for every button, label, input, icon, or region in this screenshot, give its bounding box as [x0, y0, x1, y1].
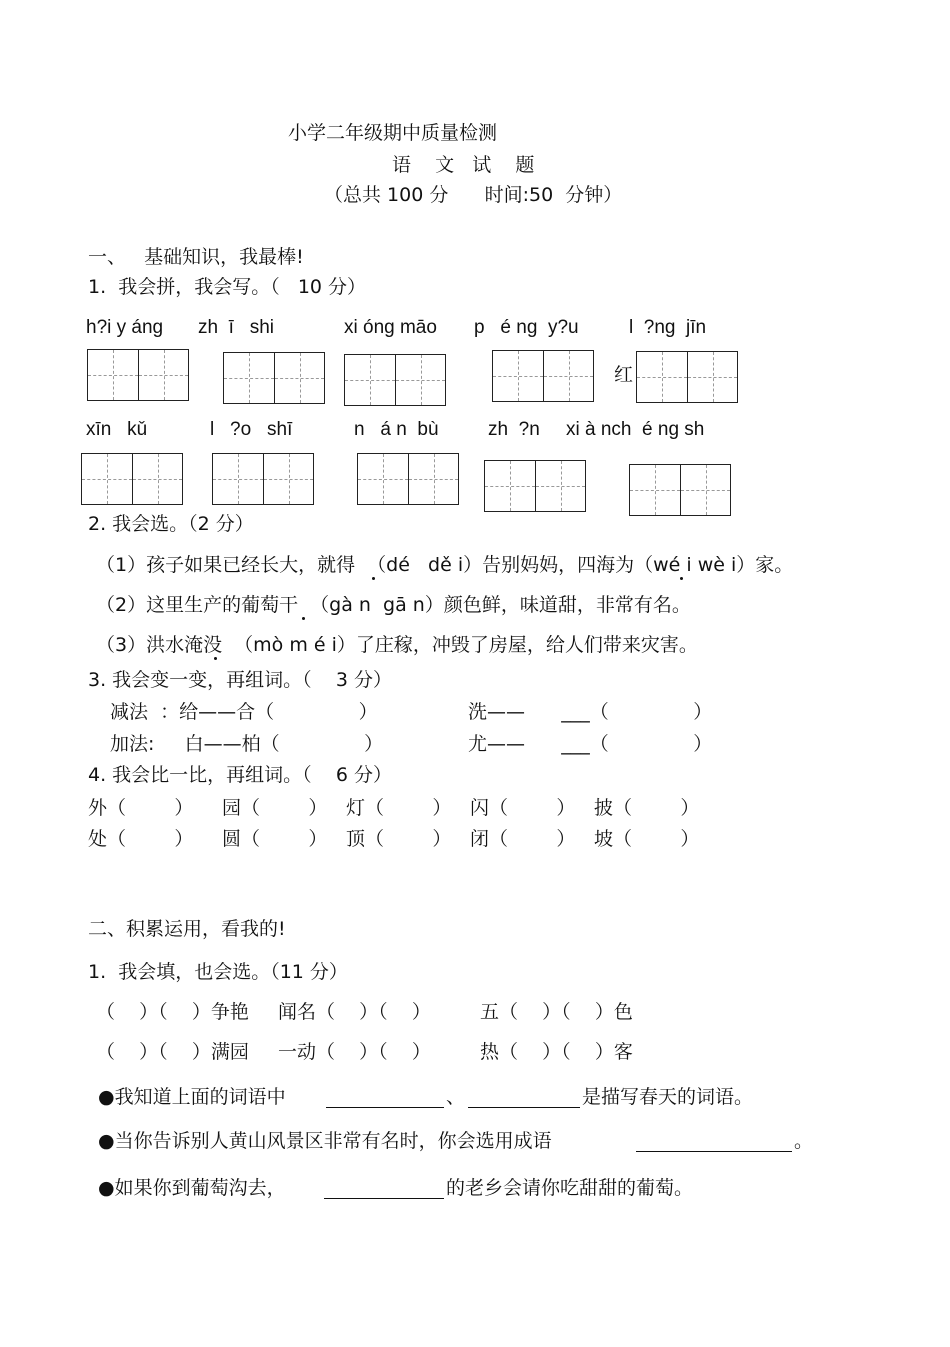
answer-blank[interactable]: [326, 1107, 444, 1108]
q4-cell: 披（ ）: [594, 797, 700, 819]
pinyin-7: l ?o shī: [210, 419, 293, 440]
bullet-2-text: ●当你告诉别人黄山风景区非常有名时，你会选用成语: [98, 1130, 552, 1152]
bullet-1-text: ●我知道上面的词语中: [98, 1086, 286, 1108]
pinyin-8: n á n bù: [354, 419, 439, 440]
q4-cell: 灯（ ）: [346, 797, 452, 819]
answer-blank[interactable]: [324, 1198, 444, 1199]
writing-grid[interactable]: [87, 349, 189, 401]
q4-cell: 闪（ ）: [470, 797, 576, 819]
q4-cell: 处（ ）: [88, 828, 194, 850]
idiom-fill: 闻名（ ）（ ）: [278, 1001, 431, 1023]
bullet-2-tail: 。: [794, 1130, 814, 1152]
idiom-fill: 五（ ）（ ）色: [480, 1001, 633, 1023]
q3-row-1-right: 洗—— ___（ ）: [468, 701, 713, 723]
q3-row-2-right: 尤—— ___（ ）: [468, 733, 713, 755]
bullet-1-tail: 是描写春天的词语。: [582, 1086, 754, 1108]
q4-label: 4. 我会比一比，再组词。（ 6 分）: [88, 764, 392, 786]
pinyin-3: xi óng māo: [344, 317, 437, 338]
q4-cell: 外（ ）: [88, 797, 194, 819]
bullet-3-text: ●如果你到葡萄沟去，: [98, 1177, 286, 1199]
pinyin-5: l ?ng jīn: [629, 317, 707, 338]
section1-heading: 一、 基础知识，我最棒!: [88, 246, 304, 268]
pinyin-1: h?i y áng: [86, 317, 164, 338]
answer-blank[interactable]: [636, 1151, 792, 1152]
bullet-1-separator: 、: [446, 1086, 466, 1108]
idiom-fill: 一动（ ）（ ）: [278, 1041, 431, 1063]
q4-cell: 园（ ）: [222, 797, 328, 819]
exam-subject: 语 文 试 题: [392, 154, 535, 176]
q3-label: 3. 我会变一变，再组词。（ 3 分）: [88, 669, 392, 691]
q2-label: 2. 我会选。（2 分）: [88, 513, 254, 535]
pinyin-2: zh ī shi: [198, 317, 275, 338]
q2-item-3: （3）洪水淹没 （mò m é i）了庄稼，冲毁了房屋，给人们带来灾害。: [96, 634, 698, 656]
q4-cell: 圆（ ）: [222, 828, 328, 850]
idiom-fill: （ ）（ ）争艳: [96, 1001, 249, 1023]
emphasis-dot: [680, 577, 683, 580]
emphasis-dot: [372, 577, 375, 580]
idiom-fill: （ ）（ ）满园: [96, 1041, 249, 1063]
idiom-fill: 热（ ）（ ）客: [480, 1041, 633, 1063]
pinyin-4: p é ng y?u: [474, 317, 579, 338]
writing-grid[interactable]: [344, 354, 446, 406]
pinyin-6: xīn kǔ: [86, 419, 148, 440]
q1-label: 1. 我会拼，我会写。（ 10 分）: [88, 276, 367, 298]
pinyin-9: zh ?n: [488, 419, 540, 440]
exam-title: 小学二年级期中质量检测: [288, 122, 498, 144]
q3-row-1-left: 减法 ：给——合（ ）: [110, 701, 378, 723]
prefilled-char: 红: [614, 364, 634, 386]
q4-cell: 闭（ ）: [470, 828, 576, 850]
q4-cell: 顶（ ）: [346, 828, 452, 850]
answer-blank[interactable]: [468, 1107, 580, 1108]
writing-grid[interactable]: [636, 351, 738, 403]
writing-grid[interactable]: [629, 464, 731, 516]
writing-grid[interactable]: [492, 350, 594, 402]
s2-q1-label: 1. 我会填，也会选。（11 分）: [88, 961, 348, 983]
q4-cell: 坡（ ）: [594, 828, 700, 850]
writing-grid[interactable]: [484, 460, 586, 512]
writing-grid[interactable]: [212, 453, 314, 505]
q2-item-2: （2）这里生产的葡萄干 （gà n gā n）颜色鲜，味道甜，非常有名。: [96, 594, 691, 616]
bullet-3-tail: 的老乡会请你吃甜甜的葡萄。: [446, 1177, 694, 1199]
q2-item-1: （1）孩子如果已经长大，就得 （dé dě i）告别妈妈，四海为（wé i wè i）家。: [96, 554, 794, 576]
writing-grid[interactable]: [81, 453, 183, 505]
writing-grid[interactable]: [223, 352, 325, 404]
emphasis-dot: [214, 657, 217, 660]
writing-grid[interactable]: [357, 453, 459, 505]
q3-row-2-left: 加法: 白——柏（ ）: [110, 733, 384, 755]
section2-heading: 二、积累运用，看我的!: [88, 918, 286, 940]
emphasis-dot: [302, 617, 305, 620]
exam-info: （总共 100 分 时间:50 分钟）: [324, 184, 623, 206]
pinyin-10: xi à nch é ng sh: [566, 419, 705, 440]
